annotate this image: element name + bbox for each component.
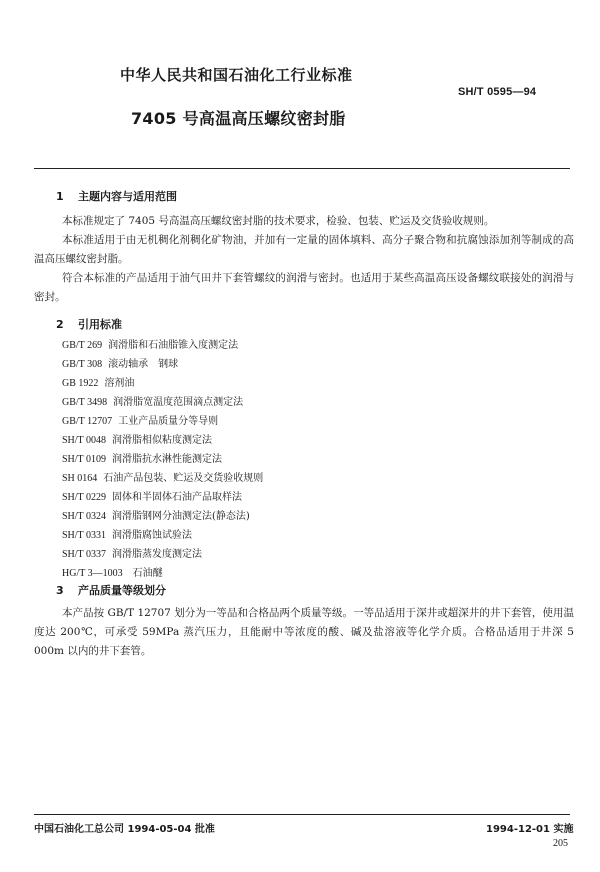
reference-item [62, 396, 243, 410]
reference-name: 石油醚 [132, 568, 163, 579]
section-3-heading [56, 582, 166, 598]
reference-code: HG/T 3—1003 [62, 568, 123, 579]
reference-name: 润滑脂和石油脂锥入度测定法 [108, 340, 239, 351]
reference-code: SH/T 0324 [62, 511, 106, 522]
section-3-number: 3 [56, 584, 64, 597]
reference-item [62, 358, 178, 372]
reference-item [62, 567, 163, 581]
reference-item [62, 510, 250, 524]
reference-code: GB/T 12707 [62, 416, 113, 427]
reference-item [62, 339, 238, 353]
reference-code: SH 0164 [62, 473, 98, 484]
reference-item [62, 472, 263, 486]
section-1-heading [56, 188, 177, 204]
header-divider [34, 168, 570, 169]
reference-code: GB/T 3498 [62, 397, 108, 408]
reference-name: 固体和半固体石油产品取样法 [112, 492, 242, 503]
reference-name: 润滑脂蒸发度测定法 [112, 549, 202, 560]
section-1-number: 1 [56, 190, 64, 203]
document-title: 7405 号高温高压螺纹密封脂 [131, 109, 346, 128]
effective-date-line: 1994-12-01 实施 [486, 824, 574, 835]
reference-name: 润滑脂腐蚀试验法 [112, 530, 192, 541]
issuing-standard-category: 中华人民共和国石油化工行业标准 [120, 66, 353, 84]
page-number: 205 [553, 838, 568, 849]
footer-divider [34, 814, 570, 815]
reference-name: 滚动轴承 钢球 [108, 359, 179, 370]
section-1-paragraph-2: 本标准适用于由无机稠化剂稠化矿物油，并加有一定量的固体填料、高分子聚合物和抗腐蚀添加剂等制成的高温高压螺纹密封脂。 [34, 234, 574, 265]
reference-item [62, 529, 192, 543]
reference-name: 工业产品质量分等导则 [118, 416, 219, 427]
standard-code: SH/T 0595—94 [458, 86, 537, 98]
reference-item [62, 453, 222, 467]
section-3-paragraph-1: 本产品按 GB/T 12707 划分为一等品和合格品两个质量等级。一等品适用于深井或超深井的井下套管，使用温度达 200℃，可承受 59MPa 蒸汽压力，且能耐中等浓度的酸、碱及盐溶液等化学介质。合格品适用于井深 5 000m 以内的井下套管。 [34, 607, 574, 657]
reference-item [62, 491, 242, 505]
reference-code: SH/T 0337 [62, 549, 106, 560]
approval-line: 中国石油化工总公司 1994-05-04 批准 [34, 824, 215, 835]
reference-name: 溶剂油 [104, 378, 135, 389]
reference-item [62, 415, 218, 429]
reference-code: SH/T 0109 [62, 454, 106, 465]
reference-name: 润滑脂钢网分油测定法(静态法) [112, 511, 250, 522]
section-1-paragraph-1: 本标准规定了 7405 号高温高压螺纹密封脂的技术要求，检验、包装、贮运及交货验收规则。 [62, 215, 495, 227]
reference-code: SH/T 0331 [62, 530, 106, 541]
reference-item [62, 434, 212, 448]
reference-name: 石油产品包装、贮运及交货验收规则 [103, 473, 264, 484]
reference-name: 润滑脂抗水淋性能测定法 [112, 454, 222, 465]
section-2-title: 引用标准 [78, 318, 122, 331]
reference-item [62, 548, 202, 562]
section-3-title: 产品质量等级划分 [78, 584, 166, 597]
reference-item [62, 377, 134, 391]
reference-name: 润滑脂相似粘度测定法 [112, 435, 212, 446]
reference-name: 润滑脂宽温度范围滴点测定法 [113, 397, 244, 408]
section-1-title: 主题内容与适用范围 [78, 190, 177, 203]
reference-code: GB/T 269 [62, 340, 103, 351]
reference-code: GB 1922 [62, 378, 99, 389]
reference-code: GB/T 308 [62, 359, 103, 370]
reference-code: SH/T 0048 [62, 435, 106, 446]
section-2-number: 2 [56, 318, 64, 331]
reference-code: SH/T 0229 [62, 492, 106, 503]
section-2-heading [56, 316, 122, 332]
section-1-paragraph-3: 符合本标准的产品适用于油气田井下套管螺纹的润滑与密封。也适用于某些高温高压设备螺纹联接处的润滑与密封。 [34, 272, 574, 303]
